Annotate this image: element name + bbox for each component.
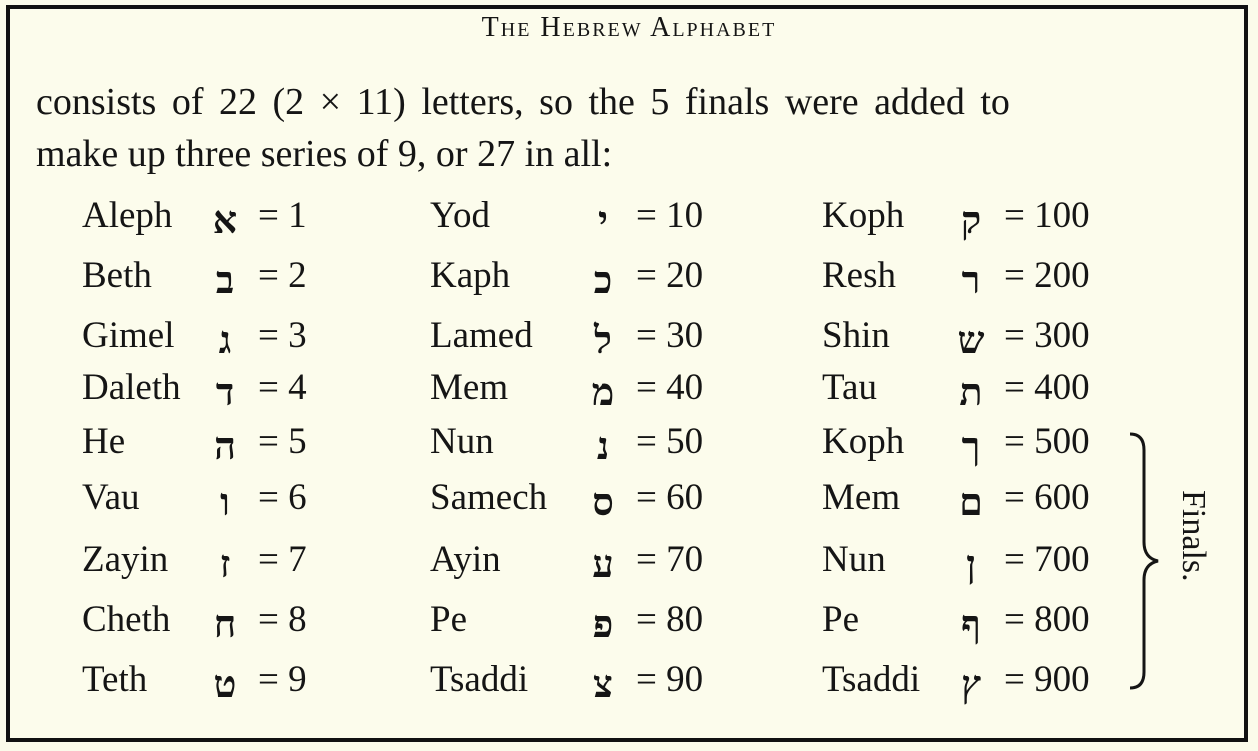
letter-value: = 500	[1004, 421, 1090, 462]
letter-name: Zayin	[82, 539, 169, 580]
letter-name: Samech	[430, 477, 548, 518]
letter-name: Pe	[430, 599, 467, 640]
letter-value: = 2	[258, 255, 307, 296]
hebrew-letter: ת	[959, 369, 983, 414]
letter-name: Mem	[822, 477, 901, 518]
hebrew-letter: ט	[213, 661, 237, 706]
letter-name: Tsaddi	[822, 659, 921, 700]
letter-value: = 4	[258, 367, 307, 408]
finals-label-wrap	[1172, 490, 1232, 630]
hebrew-letter: א	[212, 197, 238, 242]
letter-value: = 10	[636, 195, 704, 236]
intro-line-2: make up three series of 9, or 27 in all:	[36, 133, 613, 175]
hebrew-letter: ש	[957, 317, 985, 362]
letter-name: Nun	[430, 421, 494, 462]
hebrew-letter: מ	[591, 369, 615, 414]
letter-value: = 30	[636, 315, 704, 356]
letter-value: = 900	[1004, 659, 1090, 700]
hebrew-letter: ו	[220, 479, 230, 524]
hebrew-letter: צ	[593, 661, 613, 706]
letter-name: Aleph	[82, 195, 173, 236]
hebrew-letter: י	[598, 197, 608, 242]
letter-name: Teth	[82, 659, 148, 700]
letter-value: = 70	[636, 539, 704, 580]
letter-name: Ayin	[430, 539, 501, 580]
hebrew-letter: ק	[960, 197, 982, 242]
letter-name: Beth	[82, 255, 152, 296]
hebrew-letter: ד	[215, 369, 235, 414]
letter-name: Cheth	[82, 599, 171, 640]
letter-value: = 40	[636, 367, 704, 408]
letter-value: = 9	[258, 659, 307, 700]
letter-value: = 3	[258, 315, 307, 356]
letter-value: = 20	[636, 255, 704, 296]
letter-name: Yod	[430, 195, 491, 236]
letter-value: = 1	[258, 195, 307, 236]
hebrew-letter: ץ	[961, 661, 981, 706]
letter-name: He	[82, 421, 126, 462]
letter-value: = 60	[636, 477, 704, 518]
letter-value: = 600	[1004, 477, 1090, 518]
letter-value: = 6	[258, 477, 307, 518]
letter-name: Koph	[822, 195, 905, 236]
letter-name: Resh	[822, 255, 896, 296]
hebrew-letter: נ	[596, 423, 610, 468]
hebrew-letter: ף	[961, 601, 981, 646]
letter-value: = 8	[258, 599, 307, 640]
letter-value: = 50	[636, 421, 704, 462]
page-title: The Hebrew Alphabet	[481, 12, 777, 43]
letter-value: = 200	[1004, 255, 1090, 296]
letter-value: = 100	[1004, 195, 1090, 236]
intro-line-1: consists of 22 (2 × 11) letters, so the 5 finals were added to	[36, 81, 1010, 123]
hebrew-letter: ר	[961, 257, 981, 302]
hebrew-letter: ם	[959, 479, 983, 524]
letter-value: = 800	[1004, 599, 1090, 640]
letter-name: Mem	[430, 367, 509, 408]
hebrew-letter: כ	[593, 257, 613, 302]
hebrew-letter: ס	[592, 479, 614, 524]
hebrew-letter: ז	[219, 541, 231, 586]
letter-value: = 80	[636, 599, 704, 640]
hebrew-letter: ך	[961, 423, 981, 468]
letter-value: = 5	[258, 421, 307, 462]
letter-name: Lamed	[430, 315, 533, 356]
letter-name: Kaph	[430, 255, 511, 296]
letter-name: Shin	[822, 315, 890, 356]
letter-name: Nun	[822, 539, 886, 580]
hebrew-letter: ע	[592, 541, 614, 586]
letter-value: = 300	[1004, 315, 1090, 356]
letter-name: Vau	[82, 477, 140, 518]
letter-value: = 7	[258, 539, 307, 580]
hebrew-letter: ג	[218, 317, 232, 362]
letter-name: Gimel	[82, 315, 175, 356]
letter-value: = 700	[1004, 539, 1090, 580]
letter-name: Tau	[822, 367, 877, 408]
letter-value: = 400	[1004, 367, 1090, 408]
letter-name: Koph	[822, 421, 905, 462]
hebrew-letter: ל	[594, 317, 612, 362]
letter-name: Pe	[822, 599, 859, 640]
letter-name: Tsaddi	[430, 659, 529, 700]
letter-value: = 90	[636, 659, 704, 700]
finals-label: Finals.	[1175, 490, 1212, 582]
hebrew-letter: ב	[215, 257, 235, 302]
hebrew-letter: ח	[213, 601, 237, 646]
hebrew-letter: ה	[214, 423, 236, 468]
finals-brace	[1126, 430, 1166, 692]
letter-name: Daleth	[82, 367, 181, 408]
hebrew-letter: פ	[592, 601, 614, 646]
hebrew-letter: ן	[966, 541, 976, 586]
